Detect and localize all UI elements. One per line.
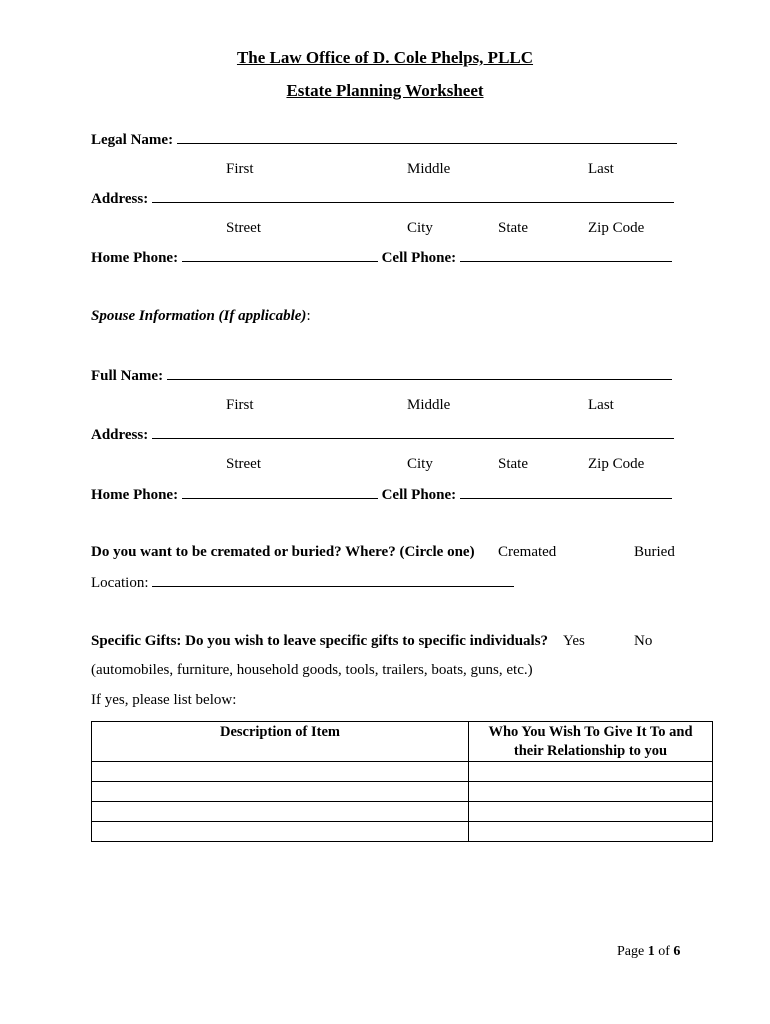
address-label: Address: bbox=[91, 191, 149, 207]
gifts-examples: (automobiles, furniture, household goods, tools, trailers, boats, guns, etc.) bbox=[91, 662, 533, 678]
location-field[interactable] bbox=[152, 574, 514, 587]
spouse-address-label: Address: bbox=[91, 427, 149, 443]
home-phone-field[interactable] bbox=[182, 249, 378, 262]
gifts-table-header-row bbox=[92, 722, 713, 762]
gift-description-cell[interactable] bbox=[92, 762, 469, 782]
address-part-street: Street bbox=[226, 220, 261, 236]
address-row bbox=[91, 190, 674, 208]
gifts-question: Specific Gifts: Do you wish to leave specific gifts to specific individuals? bbox=[91, 633, 549, 649]
gift-description-cell[interactable] bbox=[92, 802, 469, 822]
burial-question: Do you want to be cremated or buried? Where? (Circle one) bbox=[91, 544, 475, 560]
spouse-address-part-zip: Zip Code bbox=[588, 456, 645, 472]
address-field[interactable] bbox=[152, 190, 674, 203]
page-total: 6 bbox=[673, 944, 681, 959]
spouse-section-label: Spouse Information (If applicable) bbox=[91, 308, 307, 324]
gift-recipient-cell[interactable] bbox=[469, 822, 713, 842]
gifts-list-prompt: If yes, please list below: bbox=[91, 692, 237, 708]
address-part-state: State bbox=[498, 220, 528, 236]
gifts-table bbox=[91, 721, 713, 842]
spouse-cell-phone-field[interactable] bbox=[460, 486, 672, 499]
location-row bbox=[91, 574, 514, 592]
page-prefix: Page bbox=[617, 944, 645, 959]
cell-phone-label: Cell Phone: bbox=[381, 250, 457, 266]
spouse-name-part-last: Last bbox=[588, 397, 614, 413]
phone-row bbox=[91, 249, 672, 267]
spouse-address-part-street: Street bbox=[226, 456, 261, 472]
spouse-name-row bbox=[91, 367, 672, 385]
table-row bbox=[92, 802, 713, 822]
address-part-city: City bbox=[407, 220, 433, 236]
firm-name: The Law Office of D. Cole Phelps, PLLC bbox=[236, 48, 534, 67]
name-part-last: Last bbox=[588, 161, 614, 177]
spouse-section-colon: : bbox=[306, 308, 311, 324]
legal-name-field[interactable] bbox=[177, 131, 677, 144]
gift-description-cell[interactable] bbox=[92, 822, 469, 842]
location-label: Location: bbox=[91, 575, 149, 591]
spouse-address-part-city: City bbox=[407, 456, 433, 472]
page-number bbox=[617, 944, 680, 960]
spouse-full-name-label: Full Name: bbox=[91, 368, 164, 384]
table-row bbox=[92, 782, 713, 802]
legal-name-label: Legal Name: bbox=[91, 132, 174, 148]
address-part-zip: Zip Code bbox=[588, 220, 645, 236]
spouse-name-part-first: First bbox=[226, 397, 254, 413]
spouse-home-phone-field[interactable] bbox=[182, 486, 378, 499]
cell-phone-field[interactable] bbox=[460, 249, 672, 262]
document-title: Estate Planning Worksheet bbox=[286, 81, 484, 100]
burial-option-buried[interactable]: Buried bbox=[634, 544, 675, 560]
table-row bbox=[92, 762, 713, 782]
spouse-name-part-middle: Middle bbox=[407, 397, 451, 413]
name-part-first: First bbox=[226, 161, 254, 177]
page-of: of bbox=[658, 944, 670, 959]
spouse-section-heading bbox=[91, 308, 311, 325]
spouse-address-part-state: State bbox=[498, 456, 528, 472]
spouse-full-name-field[interactable] bbox=[167, 367, 672, 380]
gifts-option-yes[interactable]: Yes bbox=[563, 633, 585, 649]
gift-recipient-cell[interactable] bbox=[469, 762, 713, 782]
table-row bbox=[92, 822, 713, 842]
home-phone-label: Home Phone: bbox=[91, 250, 179, 266]
gifts-header-description: Description of Item bbox=[92, 722, 469, 762]
gift-description-cell[interactable] bbox=[92, 782, 469, 802]
gift-recipient-cell[interactable] bbox=[469, 802, 713, 822]
name-part-middle: Middle bbox=[407, 161, 451, 177]
burial-option-cremated[interactable]: Cremated bbox=[498, 544, 557, 560]
spouse-home-phone-label: Home Phone: bbox=[91, 487, 179, 503]
spouse-phone-row bbox=[91, 486, 672, 504]
gifts-option-no[interactable]: No bbox=[634, 633, 653, 649]
spouse-address-field[interactable] bbox=[152, 426, 674, 439]
legal-name-row bbox=[91, 131, 677, 149]
gifts-header-recipient: Who You Wish To Give It To and their Relationship to you bbox=[469, 722, 713, 762]
spouse-cell-phone-label: Cell Phone: bbox=[381, 487, 457, 503]
gift-recipient-cell[interactable] bbox=[469, 782, 713, 802]
page-current: 1 bbox=[647, 944, 655, 959]
spouse-address-row bbox=[91, 426, 674, 444]
